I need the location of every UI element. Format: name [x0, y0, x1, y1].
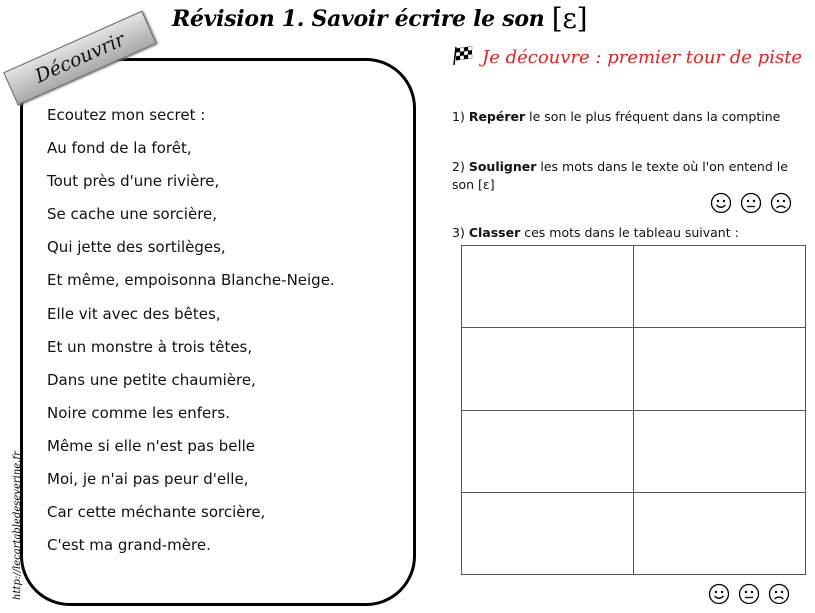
- poem-line: Au fond de la forêt,: [47, 139, 192, 158]
- poem-line: C'est ma grand-mère.: [47, 536, 211, 555]
- poem-line: Car cette méchante sorcière,: [47, 503, 266, 522]
- table-row: [462, 328, 806, 410]
- poem-line: Qui jette des sortilèges,: [47, 238, 226, 257]
- question-2: 2) Souligner les mots dans le texte où l'on entend le son [ɛ]: [452, 159, 788, 192]
- question-3: 3) Classer ces mots dans le tableau suivant :: [452, 225, 739, 240]
- happy-face-icon: [710, 192, 732, 214]
- sad-face-icon: [768, 583, 790, 605]
- poem-line: Dans une petite chaumière,: [47, 370, 256, 389]
- poem-line: Et un monstre à trois têtes,: [47, 337, 253, 356]
- poem-line: Moi, je n'ai pas peur d'elle,: [47, 470, 249, 489]
- poem-line: Elle vit avec des bêtes,: [47, 304, 221, 323]
- table-cell[interactable]: [462, 492, 634, 574]
- source-url: http://lecartabledeseverine.fr: [12, 451, 23, 600]
- table-row: [462, 246, 806, 328]
- table-row: [462, 492, 806, 574]
- checkered-flag-icon: [452, 44, 476, 66]
- poem-line: Ecoutez mon secret :: [47, 106, 206, 124]
- table-cell[interactable]: [634, 410, 806, 492]
- happy-face-icon: [708, 583, 730, 605]
- sad-face-icon: [770, 192, 792, 214]
- classification-table: [461, 245, 806, 575]
- neutral-face-icon: [740, 192, 762, 214]
- table-cell[interactable]: [634, 492, 806, 574]
- poem-line: Tout près d'une rivière,: [47, 172, 220, 191]
- decouvrir-label: Découvrir: [3, 11, 157, 106]
- smiley-rating-bottom: [708, 583, 790, 605]
- table-cell[interactable]: [462, 246, 634, 328]
- section-subtitle: Je découvre : premier tour de piste: [452, 44, 802, 68]
- poem-line: Se cache une sorcière,: [47, 205, 218, 224]
- page-title: Révision 1. Savoir écrire le son [ɛ]: [172, 2, 588, 35]
- poem-text: [47, 106, 335, 569]
- table-cell[interactable]: [634, 246, 806, 328]
- table-row: [462, 410, 806, 492]
- poem-line: Même si elle n'est pas belle: [47, 436, 256, 455]
- question-1: 1) Repérer le son le plus fréquent dans la comptine: [452, 109, 781, 124]
- poem-line: Noire comme les enfers.: [47, 403, 231, 422]
- neutral-face-icon: [738, 583, 760, 605]
- poem-line: Et même, empoisonna Blanche-Neige.: [47, 271, 335, 290]
- table-cell[interactable]: [462, 328, 634, 410]
- table-cell[interactable]: [462, 410, 634, 492]
- table-cell[interactable]: [634, 328, 806, 410]
- phoneme-symbol: [ɛ]: [551, 2, 588, 35]
- smiley-rating-top: [710, 192, 792, 214]
